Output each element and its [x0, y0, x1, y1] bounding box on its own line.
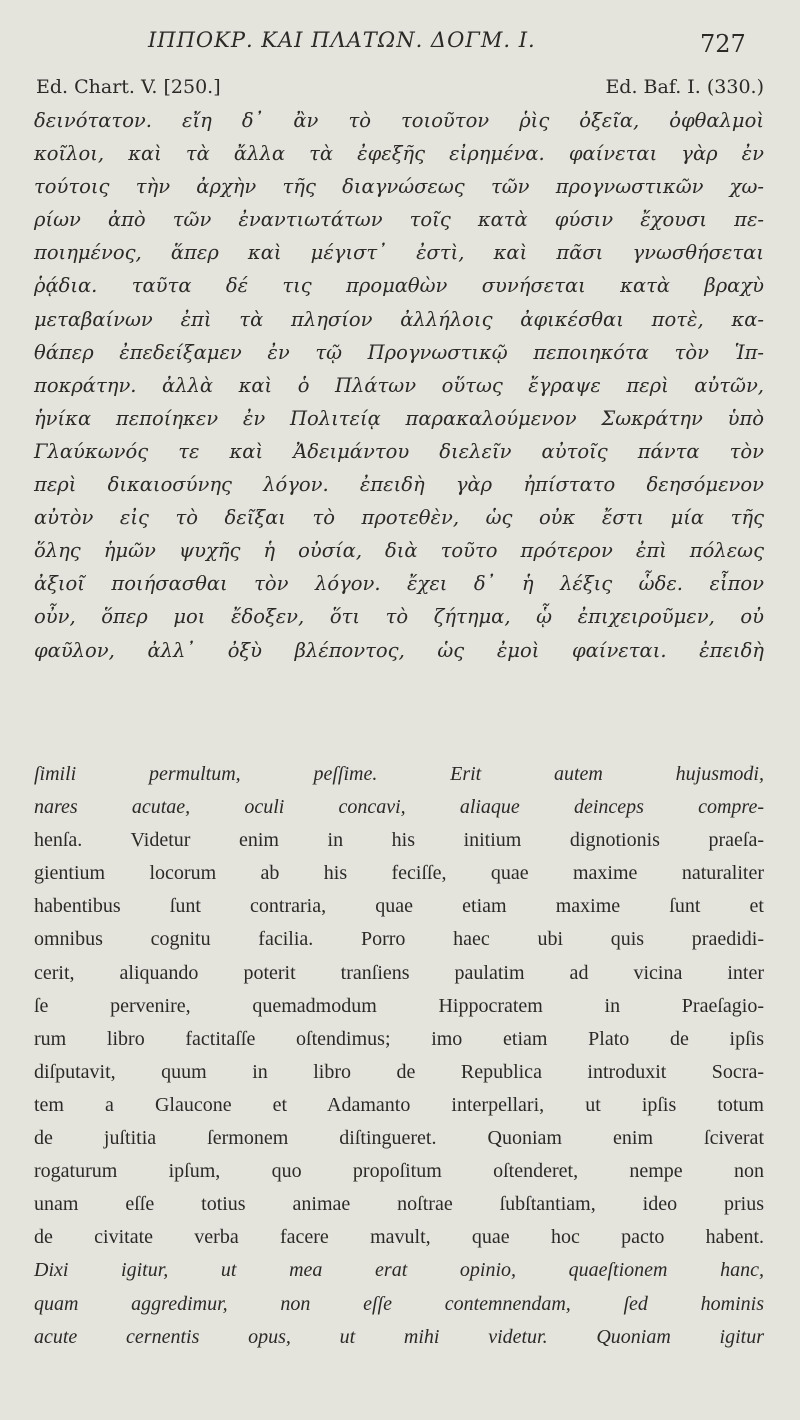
latin-line: unam eſſe totius animae noſtrae ſubſtantiam, ideo prius — [34, 1193, 764, 1216]
latin-line: omnibus cognitu facilia. Porro haec ubi quis praedidi- — [34, 928, 764, 951]
latin-line: Dixi igitur, ut mea erat opinio, quaeſtionem hanc, — [34, 1259, 764, 1282]
latin-line: quam aggredimur, non eſſe contemnendam, ſed hominis — [34, 1292, 764, 1315]
greek-line: ποκράτην. ἀλλὰ καὶ ὁ Πλάτων οὕτως ἔγραψε περὶ αὐτῶν, — [34, 373, 764, 397]
greek-line: περὶ δικαιοσύνης λόγον. ἐπειδὴ γὰρ ἠπίστατο δεησόμενον — [34, 473, 764, 497]
greek-text — [34, 104, 764, 667]
edition-chartier: Ed. Chart. V. [250.] — [36, 76, 221, 98]
greek-line: φαῦλον, ἀλλ᾽ ὀξὺ βλέποντος, ὡς ἐμοὶ φαίνεται. ἐπειδὴ — [34, 638, 764, 662]
latin-line: ſimili permultum, peſſime. Erit autem hujusmodi, — [34, 763, 764, 785]
latin-line: tem a Glaucone et Adamanto interpellari, ut ipſis totum — [34, 1093, 764, 1116]
greek-line: δεινότατον. εἴη δ᾽ ἂν τὸ τοιοῦτον ῥὶς ὀξεῖα, ὀφθαλμοὶ — [34, 109, 764, 132]
greek-line: ρίων ἀπὸ τῶν ἐναντιωτάτων τοῖς κατὰ φύσιν ἔχουσι πε- — [34, 208, 764, 232]
greek-line: ῥᾴδια. ταῦτα δέ τις προμαθὼν συνήσεται κατὰ βραχὺ — [34, 274, 764, 298]
page-number: 727 — [700, 30, 746, 58]
latin-line: acute cernentis opus, ut mihi videtur. Quoniam igitur — [34, 1325, 764, 1348]
running-title: ΙΠΠΟΚΡ. ΚΑΙ ΠΛΑΤΩΝ. ΔΟΓΜ. Ι. — [148, 28, 536, 52]
latin-line: gientium locorum ab his feciſſe, quae maxime naturaliter — [34, 862, 764, 885]
greek-line: αὐτὸν εἰς τὸ δεῖξαι τὸ προτεθὲν, ὡς οὐκ ἔστι μία τῆς — [34, 506, 764, 530]
latin-line: diſputavit, quum in libro de Republica introduxit Socra- — [34, 1060, 764, 1083]
latin-line: rogaturum ipſum, quo propoſitum oſtenderet, nempe non — [34, 1160, 764, 1183]
edition-basel: Ed. Baf. I. (330.) — [605, 76, 764, 98]
greek-line: οὖν, ὅπερ μοι ἔδοξεν, ὅτι τὸ ζήτημα, ᾧ ἐπιχειροῦμεν, οὐ — [34, 605, 764, 629]
latin-line: ſe pervenire, quemadmodum Hippocratem in Praeſagio- — [34, 994, 764, 1017]
latin-line: nares acutae, oculi concavi, aliaque deinceps compre- — [34, 796, 764, 819]
greek-line: μεταβαίνων ἐπὶ τὰ πλησίον ἀλλήλοις ἀφικέσθαι ποτὲ, κα- — [34, 307, 764, 331]
edition-line — [0, 76, 800, 102]
latin-line: henſa. Videtur enim in his initium dignotionis praeſa- — [34, 829, 764, 852]
latin-line: rum libro factitaſſe oſtendimus; imo etiam Plato de ipſis — [34, 1027, 764, 1050]
greek-line: ὅλης ἡμῶν ψυχῆς ἡ οὐσία, διὰ τοῦτο πρότερον ἐπὶ πόλεως — [34, 539, 764, 563]
running-head — [0, 28, 800, 62]
greek-line: Γλαύκωνός τε καὶ Ἀδειμάντου διελεῖν αὐτοῖς πάντα τὸν — [34, 439, 764, 463]
latin-text — [34, 758, 764, 1354]
greek-line: ἡνίκα πεποίηκεν ἐν Πολιτείᾳ παρακαλούμενον Σωκράτην ὑπὸ — [34, 406, 764, 430]
greek-line: ἀξιοῖ ποιήσασθαι τὸν λόγον. ἔχει δ᾽ ἡ λέξις ὧδε. εἶπον — [34, 572, 764, 596]
greek-line: τούτοις τὴν ἀρχὴν τῆς διαγνώσεως τῶν προγνωστικῶν χω- — [34, 175, 764, 199]
latin-line: cerit, aliquando poterit tranſiens paulatim ad vicina inter — [34, 961, 764, 984]
latin-line: de civitate verba facere mavult, quae hoc pacto habent. — [34, 1226, 764, 1249]
latin-line: de juſtitia ſermonem diſtingueret. Quoniam enim ſciverat — [34, 1127, 764, 1150]
greek-line: κοῖλοι, καὶ τὰ ἄλλα τὰ ἐφεξῆς εἰρημένα. φαίνεται γὰρ ἐν — [34, 142, 764, 166]
greek-line: ποιημένος, ἅπερ καὶ μέγιστ᾽ ἐστὶ, καὶ πᾶσι γνωσθήσεται — [34, 241, 764, 265]
greek-line: θάπερ ἐπεδείξαμεν ἐν τῷ Προγνωστικῷ πεποιηκότα τὸν Ἱπ- — [34, 340, 764, 364]
latin-line: habentibus ſunt contraria, quae etiam maxime ſunt et — [34, 895, 764, 918]
